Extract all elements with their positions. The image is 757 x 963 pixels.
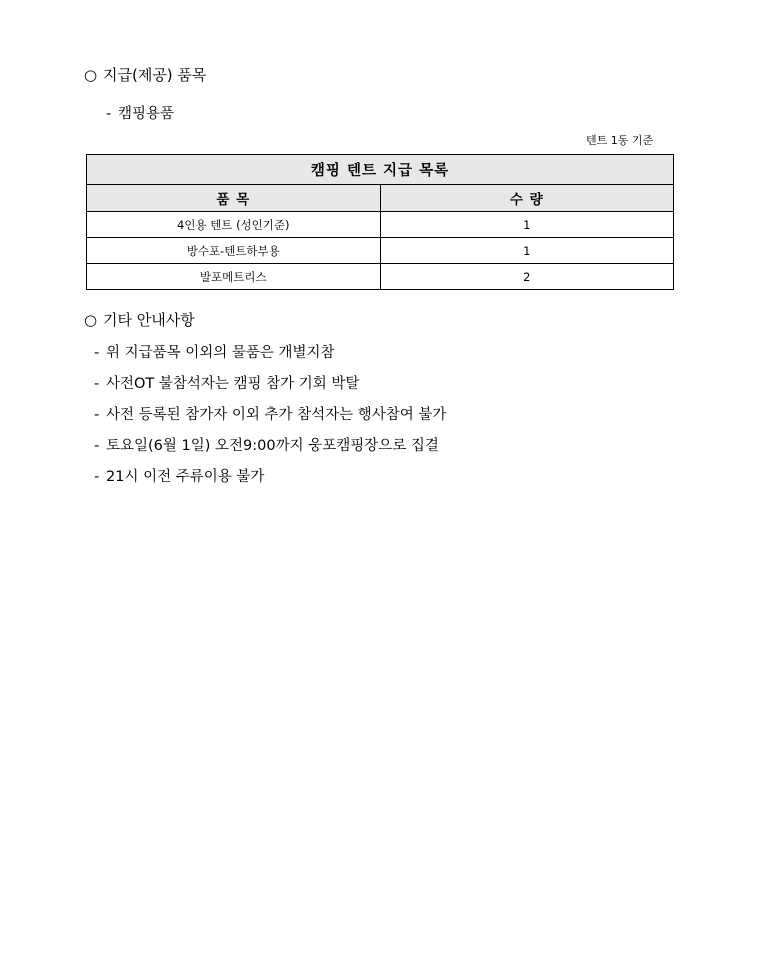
table-cell-qty: 1	[380, 238, 674, 264]
table-header-item: 품 목	[87, 185, 381, 212]
list-item-notice-3	[94, 406, 446, 424]
section-heading-notice	[84, 311, 195, 329]
table-title-cell: 캠핑 텐트 지급 목록	[87, 155, 674, 185]
dash-icon: -	[94, 438, 100, 454]
table-note: 텐트 1동 기준	[586, 134, 654, 147]
list-item-notice-5	[94, 468, 264, 486]
dash-icon: -	[94, 376, 100, 392]
table-row	[87, 264, 674, 290]
list-item-notice-1	[94, 344, 335, 362]
circle-bullet-icon: ○	[84, 66, 98, 84]
list-item-label: 21시 이전 주류이용 불가	[106, 469, 265, 485]
table-cell-item: 발포메트리스	[87, 264, 381, 290]
section-heading-supply-label: 지급(제공) 품목	[103, 66, 207, 84]
dash-icon: -	[94, 345, 100, 361]
table-header-row	[87, 185, 674, 212]
section-heading-notice-label: 기타 안내사항	[103, 311, 195, 329]
list-item-label: 토요일(6월 1일) 오전9:00까지 웅포캠핑장으로 집결	[106, 438, 439, 454]
list-item-camping-gear	[106, 105, 174, 123]
list-item-label: 사전 등록된 참가자 이외 추가 참석자는 행사참여 불가	[106, 407, 447, 423]
list-item-notice-2	[94, 375, 359, 393]
table-row	[87, 212, 674, 238]
supply-table-wrapper	[86, 154, 674, 290]
list-item-notice-4	[94, 437, 439, 455]
table-cell-item: 방수포-텐트하부용	[87, 238, 381, 264]
table-row	[87, 238, 674, 264]
section-heading-supply	[84, 66, 206, 84]
dash-icon: -	[94, 407, 100, 423]
list-item-label: 위 지급품목 이외의 물품은 개별지참	[106, 345, 335, 361]
table-cell-qty: 1	[380, 212, 674, 238]
table-header-qty: 수 량	[380, 185, 674, 212]
circle-bullet-icon: ○	[84, 311, 98, 329]
table-cell-qty: 2	[380, 264, 674, 290]
dash-icon: -	[94, 469, 100, 485]
supply-table	[86, 154, 674, 290]
table-title-row	[87, 155, 674, 185]
list-item-label: 사전OT 불참석자는 캠핑 참가 기회 박탈	[106, 376, 360, 392]
table-cell-item: 4인용 텐트 (성인기준)	[87, 212, 381, 238]
list-item-label: 캠핑용품	[118, 106, 175, 122]
dash-icon: -	[106, 106, 112, 122]
